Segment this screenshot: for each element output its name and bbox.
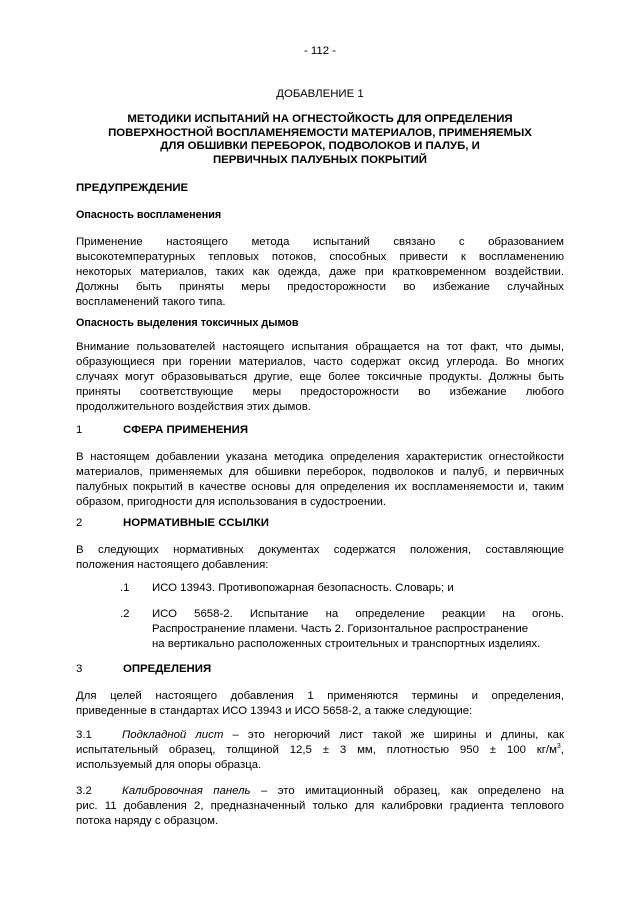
definition-first-line: [122, 728, 564, 743]
paragraph-line: приведенные в стандартах ИСО 13943 и ИСО 5658-2, а также следующие:: [76, 705, 473, 717]
main-title: [80, 113, 560, 167]
section-2-intro: [76, 543, 564, 573]
list-marker: .1: [120, 582, 130, 594]
toxic-hazard-paragraph: [76, 340, 564, 415]
paragraph-line: Распространение пламени. Часть 2. Горизонтальное распространение: [152, 623, 529, 635]
paragraph-line: рис. 11 добавления 2, предназначенный только для калибровки градиента теплового: [76, 800, 564, 812]
paragraph-line: потока наряду с образцом.: [76, 815, 219, 827]
section-1-heading: [76, 423, 564, 438]
definition-first-line: [122, 784, 564, 799]
section-title: ОПРЕДЕЛЕНИЯ: [123, 663, 212, 675]
section-3-heading: [76, 662, 564, 677]
paragraph-line: положения настоящего добавления:: [76, 559, 269, 571]
page-number: - 112 -: [303, 45, 337, 57]
annex-title: ДОБАВЛЕНИЕ 1: [276, 88, 364, 100]
paragraph-line: используемый для опоры образца.: [76, 759, 262, 771]
paragraph-line: воспламенений такого типа.: [76, 296, 226, 308]
paragraph-line: Для целей настоящего добавления 1 применяются термины и определения,: [76, 690, 564, 702]
paragraph-line: ИСО 13943. Противопожарная безопасность. Словарь; и: [152, 582, 454, 594]
list-marker: .2: [120, 608, 130, 620]
section-1-paragraph: [76, 450, 564, 510]
paragraph-line: образующиеся при горении материалов, часто содержат оксид углерода. Во многих: [76, 356, 564, 368]
main-title-line: ПЕРВИЧНЫХ ПАЛУБНЫХ ПОКРЫТИЙ: [213, 153, 427, 166]
warning-heading: ПРЕДУПРЕЖДЕНИЕ: [76, 182, 189, 194]
paragraph-line: материалов, применяемых для обшивки переборок, подволоков и палуб, и первичных: [76, 466, 564, 478]
list-item-content: [152, 607, 564, 652]
main-title-line: МЕТОДИКИ ИСПЫТАНИЙ НА ОГНЕСТОЙКОСТЬ ДЛЯ ОПРЕДЕЛЕНИЯ: [127, 113, 513, 125]
paragraph-line: некоторых материалов, таких как одежда, даже при кратковременном воздействии.: [76, 266, 564, 278]
paragraph-line: образом, пригодности для использования в судостроении.: [76, 496, 387, 508]
paragraph-line: [122, 728, 564, 743]
fire-hazard-heading: Опасность воспламенения: [76, 209, 222, 221]
section-title: НОРМАТИВНЫЕ ССЫЛКИ: [123, 517, 269, 529]
definition-text: – это имитационный образец, как определено на: [250, 785, 564, 797]
section-number: 3: [76, 663, 83, 675]
paragraph-line: ИСО 5658-2. Испытание на определение реакции на огонь.: [152, 608, 564, 620]
paragraph-line: высокотемпературных тепловых потоков, способных привести к воспламенению: [76, 251, 564, 263]
paragraph-line: [122, 784, 564, 799]
toxic-hazard-heading: Опасность выделения токсичных дымов: [76, 317, 299, 329]
paragraph-line: на вертикально расположенных строительных и транспортных изделиях.: [152, 638, 541, 650]
paragraph-line: [76, 743, 564, 758]
paragraph-line: Применение настоящего метода испытаний связано с образованием: [76, 236, 564, 248]
list-item-content: [152, 581, 564, 596]
paragraph-line: палубных покрытий в качестве основы для определения их воспламеняемости и, таким: [76, 481, 564, 493]
main-title-line: ДЛЯ ОБШИВКИ ПЕРЕБОРОК, ПОДВОЛОКОВ И ПАЛУБ, И: [160, 140, 480, 152]
superscript: 3: [556, 743, 561, 751]
paragraph-line: продолжительного воздействия этих дымов.: [76, 401, 311, 413]
section-number: 1: [76, 424, 83, 436]
fire-hazard-paragraph: [76, 235, 564, 310]
definition-text: испытательный образец, толщиной 12,5 ± 3 мм, плотностью 950 ± 100 кг/м: [76, 744, 557, 756]
paragraph-line: Должны быть приняты меры предосторожности во избежание случайных: [76, 281, 564, 293]
paragraph-line: приняты соответствующие меры предосторожности во избежание любого: [76, 386, 564, 398]
definition-number: 3.2: [76, 785, 92, 797]
definition-continuation: [76, 743, 564, 773]
section-title: СФЕРА ПРИМЕНЕНИЯ: [123, 424, 249, 436]
definition-text: ,: [560, 744, 564, 756]
definition-number: 3.1: [76, 729, 92, 741]
main-title-line: ПОВЕРХНОСТНОЙ ВОСПЛАМЕНЯЕМОСТИ МАТЕРИАЛОВ, ПРИМЕНЯЕМЫХ: [108, 126, 532, 139]
section-number: 2: [76, 517, 83, 529]
paragraph-line: Внимание пользователей настоящего испытания обращается на тот факт, что дымы,: [76, 341, 564, 353]
section-2-heading: [76, 516, 564, 531]
definition-term: Подкладной лист: [122, 729, 224, 741]
paragraph-line: В следующих нормативных документах содержатся положения, составляющие: [76, 544, 564, 556]
definition-term: Калибровочная панель: [122, 785, 251, 797]
definition-continuation: [76, 799, 564, 829]
section-3-intro: [76, 689, 564, 719]
definition-text: – это негорючий лист такой же ширины и длины, как: [223, 729, 564, 741]
paragraph-line: случаях могут образовываться другие, еще более токсичные продукты. Должны быть: [76, 371, 564, 383]
paragraph-line: В настоящем добавлении указана методика определения характеристик огнестойкости: [76, 451, 564, 463]
